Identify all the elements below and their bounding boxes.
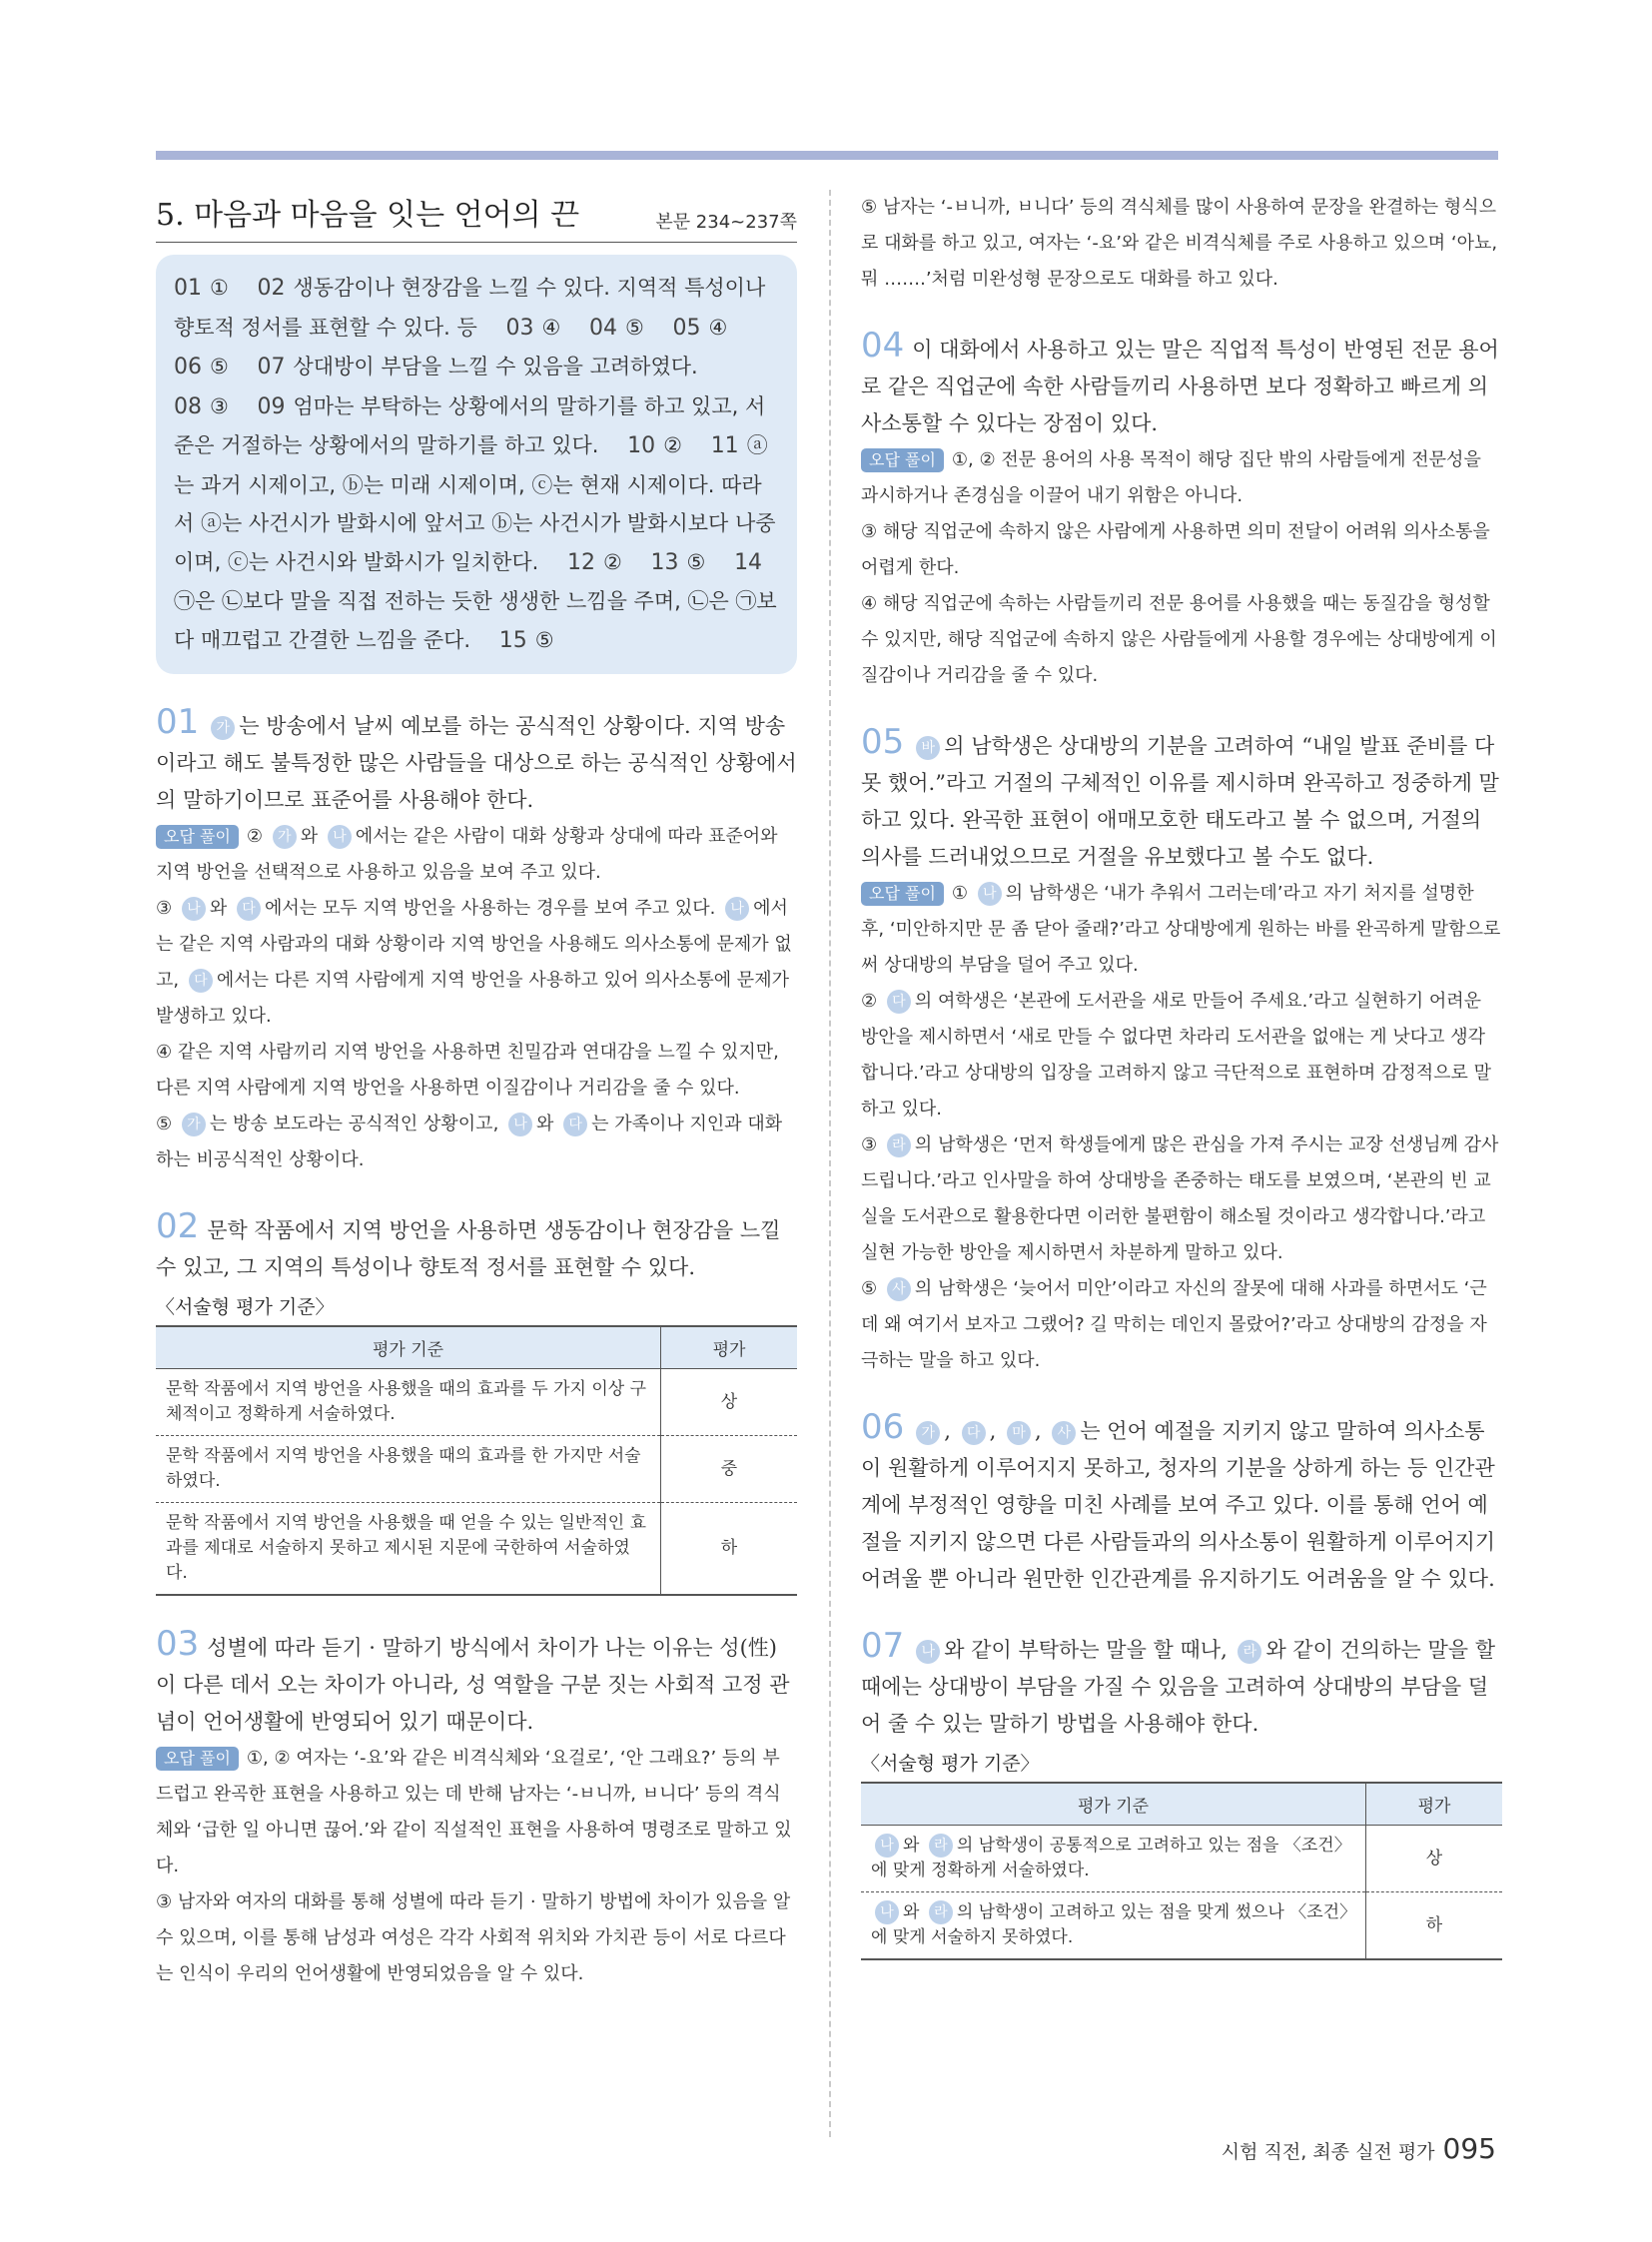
marker-ra: 라 [929,1834,953,1858]
marker-ra: 라 [929,1900,953,1924]
marker-da: 다 [237,897,261,921]
marker-da: 다 [962,1421,986,1445]
evaluation-table: 평가 기준 평가 문학 작품에서 지역 방언을 사용했을 때의 효과를 두 가지 이상 구체적이고 정확하게 서술하였다. 상 문학 작품에서 지역 방언을 사용했을 때의 효과를 한 가지만 서술하였다. 중 문학 작품에서 지역 방언을 사용했을 때 얻을 수 있는 일반적인 효과를 제대로 서술하지 못하고 제시된 지문에 국한하여 서술하였다. 하 [156,1325,797,1596]
answer-item: 04 ⑤ [588,315,644,341]
wrong-answer-tag: 오답 풀이 [156,825,239,849]
footer-label: 시험 직전, 최종 실전 평가 [1221,2141,1435,2163]
marker-ga: 가 [916,1421,940,1445]
explanation-02: 02 문학 작품에서 지역 방언을 사용하면 생동감이나 현장감을 느낄 수 있고, 그 지역의 특성이나 향토적 정서를 표현할 수 있다. 〈서술형 평가 기준〉 평가 기준 평가 문학 작품에서 지역 방언을 사용했을 때의 효과를 두 가지 이상 구체적이고 정확하게 서술하였다. 상 문학 작품에서 지역 방언을 사용했을 때의 효과를 한 가지만 서술하였다. 중 문학 작품에서 지역 방언을 사용했을 때 얻을 수 있는 일반적인 효과를 제대로 서술하지 못하고 제시된 지문에 국한하여 서술하였다. 하 [156,1208,797,1596]
table-row: 문학 작품에서 지역 방언을 사용했을 때 얻을 수 있는 일반적인 효과를 제대로 서술하지 못하고 제시된 지문에 국한하여 서술하였다. 하 [156,1503,797,1596]
answer-item: 01 ① [174,276,229,301]
marker-na: 나 [978,882,1002,906]
section-title: 5. 마음과 마음을 잇는 언어의 끈 [156,198,580,233]
marker-na: 나 [875,1900,899,1924]
explanation-03-continued: ⑤ 남자는 ‘-ㅂ니까, ㅂ니다’ 등의 격식체를 많이 사용하여 문장을 완결하는 형식으로 대화를 하고 있고, 여자는 ‘-요’와 같은 비격식체를 주로 사용하고 있으며 ‘아뇨, 뭐 …….’처럼 미완성형 문장으로도 대화를 하고 있다. [861,197,1498,290]
question-number: 01 [156,702,200,742]
answer-item: 06 ⑤ [174,355,229,379]
marker-na: 나 [875,1834,899,1858]
wrong-answer-tag: 오답 풀이 [156,1747,239,1771]
evaluation-table: 평가 기준 평가 나 와 라 의 남학생이 공통적으로 고려하고 있는 점을 〈조건〉에 맞게 정확하게 서술하였다. 상 나 와 라 의 남학생이 고려하고 있는 점을 맞게 썼으나 〈조건〉에 맞게 서술하지 못하였다. 하 [861,1782,1502,1960]
marker-sa: 사 [1052,1421,1076,1445]
answer-key-box [156,255,797,674]
marker-da: 다 [189,969,213,993]
top-rule [156,151,1498,160]
marker-na: 나 [916,1640,940,1664]
answer-item: 07 상대방이 부담을 느낄 수 있음을 고려하였다. [257,355,698,379]
question-number: 05 [861,722,905,762]
explanation-05: 05 바 의 남학생은 상대방의 기분을 고려하여 “내일 발표 준비를 다 못 했어.”라고 거절의 구체적인 이유를 제시하며 완곡하고 정중하게 말하고 있다. 완곡한 표현이 애매모호한 태도라고 볼 수 없으며, 거절의 의사를 드러내었으므로 거절을 유보했다고 볼 수도 없다. 오답 풀이 ① 나 의 남학생은 ‘내가 추워서 그러는데’라고 자기 처지를 설명한 후, ‘미안하지만 문 좀 닫아 줄래?’라고 상대방에게 원하는 바를 완곡하게 말함으로써 상대방의 부담을 덜어 주고 있다. ② 다 의 여학생은 ‘본관에 도서관을 새로 만들어 주세요.’라고 실현하기 어려운 방안을 제시하면서 ‘새로 만들 수 없다면 차라리 도서관을 없애는 게 낫다고 생각합니다.’라고 상대방의 입장을 고려하지 않고 극단적으로 표현하며 감정적으로 말하고 있다. ③ 라 의 남학생은 ‘먼저 학생들에게 많은 관심을 가져 주시는 교장 선생님께 감사드립니다.’라고 인사말을 하여 상대방을 존중하는 태도를 보였으며, ‘본관의 빈 교실을 도서관으로 활용한다면 이러한 불편함이 해소될 것이라고 생각합니다.’라고 실현 가능한 방안을 제시하면서 차분하게 말하고 있다. ⑤ 사 의 남학생은 ‘늦어서 미안’이라고 자신의 잘못에 대해 사과를 하면서도 ‘근데 왜 여기서 보자고 그랬어? 길 막히는 데인지 몰랐어?’라고 상대방의 감정을 자극하는 말을 하고 있다. [861,722,1501,1371]
section-header [156,190,797,243]
answer-item: 11 ⓐ는 과거 시제이고, ⓑ는 미래 시제이며, ⓒ는 현재 시제이다. 따라서 ⓐ는 사건시가 발화시에 앞서고 ⓑ는 사건시가 발화시보다 나중이며, ⓒ는 사건시와 발화시가 일치한다. [174,433,776,574]
question-number: 03 [156,1624,200,1664]
explanation-01: 01 가 는 방송에서 날씨 예보를 하는 공식적인 상황이다. 지역 방송이라고 해도 불특정한 많은 사람들을 대상으로 하는 공식적인 상황에서의 말하기이므로 표준어를 사용해야 한다. 오답 풀이 ② 가 와 나 에서는 같은 사람이 대화 상황과 상대에 따라 표준어와 지역 방언을 선택적으로 사용하고 있음을 보여 주고 있다. ③ 나 와 다 에서는 모두 지역 방언을 사용하는 경우를 보여 주고 있다. 나 에서는 같은 지역 사람과의 대화 상황이라 지역 방언을 사용해도 의사소통에 문제가 없고, 다 에서는 다른 지역 사람에게 지역 방언을 사용하고 있어 의사소통에 문제가 발생하고 있다. ④ 같은 지역 사람끼리 지역 방언을 사용하면 친밀감과 연대감을 느낄 수 있지만, 다른 지역 사람에게 지역 방언을 사용하면 이질감이나 거리감을 줄 수 있다. ⑤ 가 는 방송 보도라는 공식적인 상황이고, 나 와 다 는 가족이나 지인과 대화하는 비공식적인 상황이다. [156,702,797,1170]
section-page-range: 본문 234~237쪽 [655,212,797,233]
question-number: 02 [156,1206,200,1246]
page-footer [1222,2132,1496,2165]
table-row: 나 와 라 의 남학생이 공통적으로 고려하고 있는 점을 〈조건〉에 맞게 정확하게 서술하였다. 상 [861,1826,1502,1892]
marker-na: 나 [328,825,352,849]
explanation-06: 06 가 , 다 , 마 , 사 는 언어 예절을 지키지 않고 말하여 의사소통이 원활하게 이루어지지 못하고, 청자의 기분을 상하게 하는 등 인간관계에 부정적인 영향을 미친 사례를 보여 주고 있다. 이를 통해 언어 예절을 지키지 않으면 다른 사람들과의 의사소통이 원활하게 이루어지기 어려울 뿐 아니라 원만한 인간관계를 유지하기도 어려움을 알 수 있다. [861,1407,1496,1591]
answer-item: 09 엄마는 부탁하는 상황에서의 말하기를 하고 있고, 서준은 거절하는 상황에서의 말하기를 하고 있다. [174,393,766,457]
marker-ma: 마 [1007,1421,1031,1445]
explanation-07: 07 나 와 같이 부탁하는 말을 할 때나, 라 와 같이 건의하는 말을 할 때에는 상대방이 부담을 가질 수 있음을 고려하여 상대방의 부담을 덜어 줄 수 있는 말하기 방법을 사용해야 한다. 〈서술형 평가 기준〉 평가 기준 평가 나 와 라 의 남학생이 공통적으로 고려하고 있는 점을 〈조건〉에 맞게 정확하게 서술하였다. 상 나 와 라 의 남학생이 고려하고 있는 점을 맞게 썼으나 〈조건〉에 맞게 서술하지 못하였다. 하 [861,1628,1502,1960]
right-column [861,190,1502,1960]
answer-item: 08 ③ [174,393,229,419]
table-row: 문학 작품에서 지역 방언을 사용했을 때의 효과를 한 가지만 서술하였다. 중 [156,1436,797,1503]
marker-ga: 가 [182,1113,206,1136]
marker-na: 나 [508,1113,532,1136]
column-divider [829,190,831,2137]
table-row: 문학 작품에서 지역 방언을 사용했을 때의 효과를 두 가지 이상 구체적이고 정확하게 서술하였다. 상 [156,1369,797,1436]
answer-item: 13 ⑤ [650,549,706,575]
explanation-04: 04 이 대화에서 사용하고 있는 말은 직업적 특성이 반영된 전문 용어로 같은 직업군에 속한 사람들끼리 사용하면 보다 정확하고 빠르게 의사소통할 수 있다는 장점이 있다. 오답 풀이 ①, ② 전문 용어의 사용 목적이 해당 집단 밖의 사람들에게 전문성을 과시하거나 존경심을 이끌어 내기 위함은 아니다. ③ 해당 직업군에 속하지 않은 사람에게 사용하면 의미 전달이 어려워 의사소통을 어렵게 한다. ④ 해당 직업군에 속하는 사람들끼리 전문 용어를 사용했을 때는 동질감을 형성할 수 있지만, 해당 직업군에 속하지 않은 사람들에게 사용할 경우에는 상대방에게 이질감이나 거리감을 줄 수 있다. [861,326,1499,686]
question-number: 06 [861,1407,905,1447]
marker-na: 나 [182,897,206,921]
marker-sa: 사 [887,1277,911,1301]
page-number: 095 [1442,2132,1496,2165]
marker-da: 다 [563,1113,587,1136]
answer-item: 12 ② [567,549,622,575]
table-row: 나 와 라 의 남학생이 고려하고 있는 점을 맞게 썼으나 〈조건〉에 맞게 서술하지 못하였다. 하 [861,1892,1502,1960]
question-number: 04 [861,326,905,366]
explanation-03: 03 성별에 따라 듣기 · 말하기 방식에서 차이가 나는 이유는 성(性)이 다른 데서 오는 차이가 아니라, 성 역할을 구분 짓는 사회적 고정 관념이 언어생활에 반영되어 있기 때문이다. 오답 풀이 ①, ② 여자는 ‘-요’와 같은 비격식체와 ‘요걸로’, ‘안 그래요?’ 등의 부드럽고 완곡한 표현을 사용하고 있는 데 반해 남자는 ‘-ㅂ니까, ㅂ니다’ 등의 격식체와 ‘급한 일 아니면 끊어.’와 같이 직설적인 표현을 사용하여 명령조로 말하고 있다. ③ 남자와 여자의 대화를 통해 성별에 따라 듣기 · 말하기 방법에 차이가 있음을 알 수 있으며, 이를 통해 남성과 여성은 각각 사회적 위치와 가치관 등이 서로 다르다는 인식이 우리의 언어생활에 반영되었음을 알 수 있다. [156,1624,792,1984]
answer-item: 03 ④ [505,315,561,341]
answer-item: 02 생동감이나 현장감을 느낄 수 있다. 지역적 특성이나 향토적 정서를 표현할 수 있다. 등 [174,276,766,340]
answer-item: 05 ④ [672,315,728,341]
marker-na: 나 [725,897,749,921]
answer-item: 10 ② [627,433,682,458]
evaluation-title: 〈서술형 평가 기준〉 [861,1753,1040,1775]
question-number: 07 [861,1626,905,1666]
marker-ba: 바 [916,736,940,760]
answer-item: 14㉠은 ㉡보다 말을 직접 전하는 듯한 생생한 느낌을 주며, ㉡은 ㉠보다 매끄럽고 간결한 느낌을 준다. [174,549,777,652]
evaluation-title: 〈서술형 평가 기준〉 [156,1296,335,1318]
marker-ga: 가 [211,716,235,740]
marker-ra: 라 [887,1133,911,1157]
marker-da: 다 [887,990,911,1014]
wrong-answer-tag: 오답 풀이 [861,882,944,906]
marker-ga: 가 [273,825,297,849]
left-column [156,190,797,1992]
answer-item: 15 ⑤ [498,627,554,653]
wrong-answer-tag: 오답 풀이 [861,448,944,472]
marker-ra: 라 [1238,1640,1261,1664]
